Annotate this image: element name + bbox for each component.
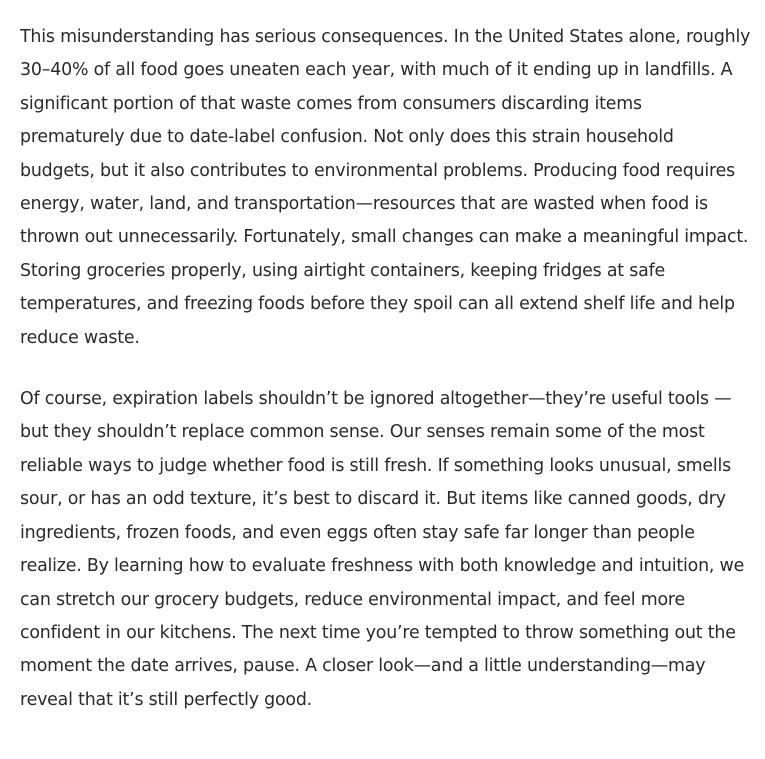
article-paragraph-1: This misunderstanding has serious consequences. In the United States alone, roughly 30–40% of all food goes uneaten each year, with much of it ending up in landfills. A significant portion of that waste comes from consumers discarding items prematurely due to date-label confusion. Not only does this strain household budgets, but it also contributes to environmental problems. Producing food requires energy, water, land, and transportation—resources that are wasted when food is thrown out unnecessarily. Fortunately, small changes can make a meaningful impact. Storing groceries properly, using airtight containers, keeping fridges at safe temperatures, and freezing foods before they spoil can all extend shelf life and help reduce waste. — [20, 27, 751, 348]
article-paragraph-2: Of course, expiration labels shouldn’t be ignored altogether—they’re useful tools —but they shouldn’t replace common sense. Our senses remain some of the most reliable ways to judge whether food is still fresh. If something looks unusual, smells sour, or has an odd texture, it’s best to discard it. But items like canned goods, dry ingredients, frozen foods, and even eggs often stay safe far longer than people realize. By learning how to evaluate freshness with both knowledge and intuition, we can stretch our grocery budgets, reduce environmental impact, and feel more confident in our kitchens. The next time you’re tempted to throw something out the moment the date arrives, pause. A closer look—and a little understanding—may reveal that it’s still perfectly good. — [20, 389, 745, 710]
